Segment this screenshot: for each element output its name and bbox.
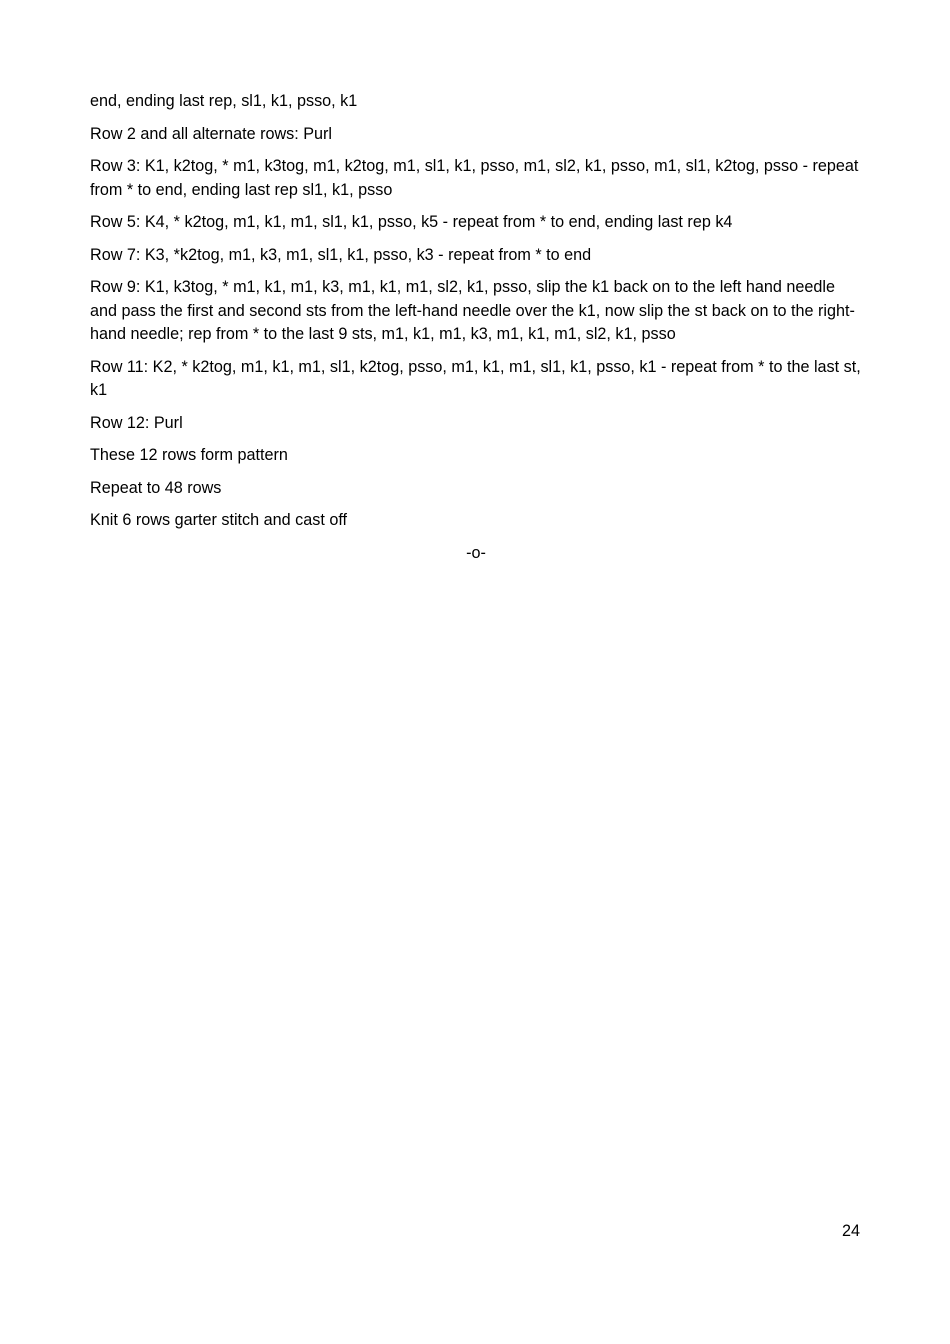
finishing-instruction: Knit 6 rows garter stitch and cast off <box>90 511 348 529</box>
pattern-row-5: Row 5: K4, * k2tog, m1, k1, m1, sl1, k1, psso, k5 - repeat from * to end, ending last rep k4 <box>90 213 733 231</box>
page-body <box>90 90 862 565</box>
section-divider: -o- <box>466 543 486 562</box>
pattern-continuation: end, ending last rep, sl1, k1, psso, k1 <box>90 92 358 110</box>
repeat-instruction: Repeat to 48 rows <box>90 478 222 497</box>
page-number: 24 <box>841 1222 860 1240</box>
pattern-row-12: Row 12: Purl <box>90 413 183 432</box>
pattern-row-2: Row 2 and all alternate rows: Purl <box>90 124 333 143</box>
pattern-row-9: Row 9: K1, k3tog, * m1, k1, m1, k3, m1, k1, m1, sl2, k1, psso, slip the k1 back on to the left hand needle and pass the first and second sts from the left-hand needle over the k1, now slip the st back on to the right-hand needle; rep from * to the last 9 sts, m1, k1, m1, k3, m1, k1, m1, sl2, k1, psso <box>90 278 855 343</box>
pattern-row-7: Row 7: K3, *k2tog, m1, k3, m1, sl1, k1, psso, k3 - repeat from * to end <box>90 245 592 264</box>
pattern-row-11: Row 11: K2, * k2tog, m1, k1, m1, sl1, k2tog, psso, m1, k1, m1, sl1, k1, psso, k1 - repeat from * to the last st, k1 <box>90 357 861 399</box>
pattern-note: These 12 rows form pattern <box>90 446 288 464</box>
pattern-row-3: Row 3: K1, k2tog, * m1, k3tog, m1, k2tog, m1, sl1, k1, psso, m1, sl2, k1, psso, m1, sl1, k2tog, psso - repeat from * to end, ending last rep sl1, k1, psso <box>90 157 859 199</box>
